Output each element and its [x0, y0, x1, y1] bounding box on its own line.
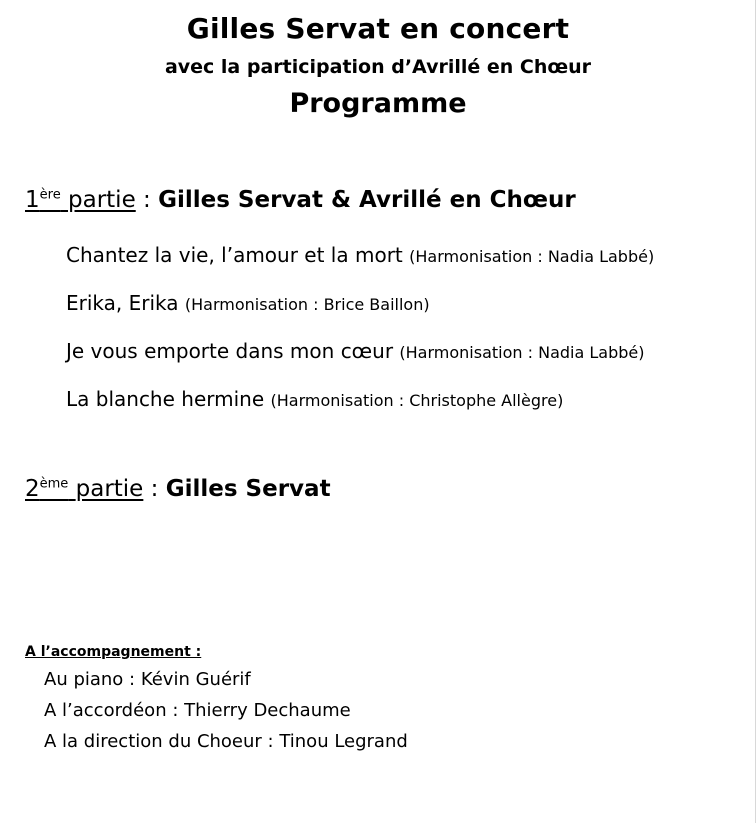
- song-harmonisation: (Harmonisation : Nadia Labbé): [399, 343, 645, 362]
- song-item: [66, 387, 563, 411]
- song-harmonisation: (Harmonisation : Brice Baillon): [184, 295, 430, 314]
- part-1-label: [25, 187, 136, 213]
- song-item: [66, 243, 654, 267]
- part-2-separator: :: [143, 476, 166, 502]
- song-harmonisation: (Harmonisation : Christophe Allègre): [270, 391, 564, 410]
- part-1-ordinal: ère: [39, 187, 61, 203]
- concert-subtitle: avec la participation d’Avrillé en Chœur: [164, 56, 592, 78]
- part-1-number: 1: [25, 187, 40, 213]
- part-2-word: partie: [75, 476, 144, 502]
- part-2-heading: [25, 476, 331, 502]
- song-title: La blanche hermine: [66, 387, 265, 411]
- accompaniment-line: A la direction du Choeur : Tinou Legrand: [44, 731, 408, 752]
- part-1-title: Gilles Servat & Avrillé en Chœur: [158, 187, 576, 213]
- part-1-word: partie: [68, 187, 136, 213]
- accompaniment-line: Au piano : Kévin Guérif: [44, 669, 251, 690]
- song-title: Chantez la vie, l’amour et la mort: [66, 243, 403, 267]
- part-1-separator: :: [135, 187, 159, 213]
- song-item: [66, 339, 644, 363]
- part-2-ordinal: ème: [39, 476, 69, 492]
- program-heading: Programme: [289, 88, 467, 119]
- part-1-heading: [25, 187, 576, 213]
- part-2-title: Gilles Servat: [165, 476, 331, 502]
- song-title: Erika, Erika: [66, 291, 179, 315]
- accompaniment-heading: A l’accompagnement :: [25, 644, 202, 660]
- song-title: Je vous emporte dans mon cœur: [66, 339, 394, 363]
- concert-title: Gilles Servat en concert: [186, 12, 570, 45]
- song-item: [66, 291, 430, 315]
- accompaniment-line: A l’accordéon : Thierry Dechaume: [44, 700, 351, 721]
- song-harmonisation: (Harmonisation : Nadia Labbé): [409, 247, 655, 266]
- part-2-label: [25, 476, 143, 502]
- part-2-number: 2: [25, 476, 40, 502]
